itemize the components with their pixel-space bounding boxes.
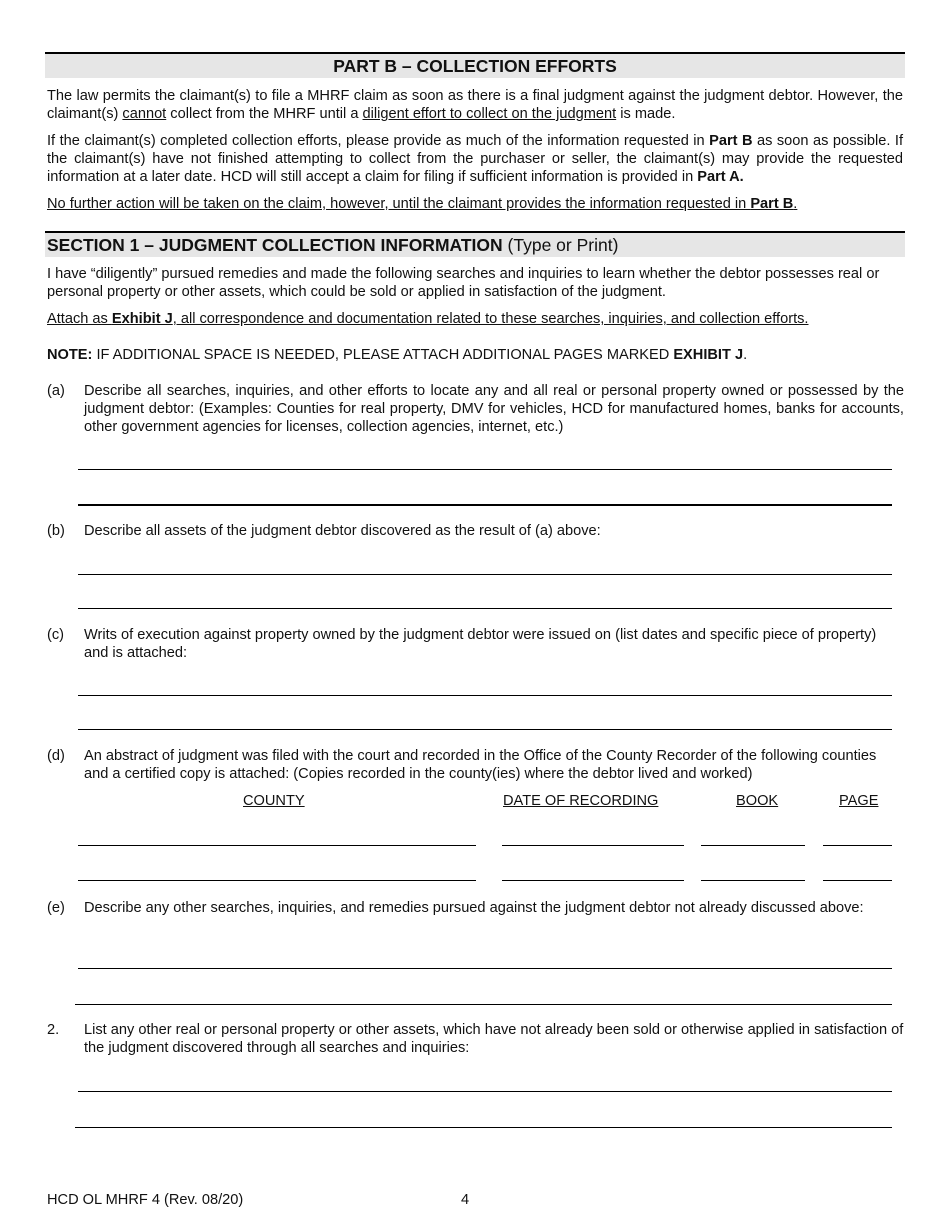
item-e-label: (e) <box>47 900 65 916</box>
section-1-subtitle: (Type or Print) <box>502 235 619 255</box>
part-b-paragraph-3 <box>47 195 903 213</box>
text-fragment: Attach as <box>47 311 112 327</box>
table-d-book-field-1[interactable] <box>701 845 805 846</box>
item-b-answer-line-2[interactable] <box>78 608 892 609</box>
item-2-label: 2. <box>47 1022 60 1038</box>
item-a-answer-line-1[interactable] <box>78 469 892 470</box>
table-d-date-header: DATE OF RECORDING <box>503 793 659 809</box>
item-e-answer-line-1[interactable] <box>78 968 892 969</box>
footer-page-number: 4 <box>461 1192 470 1208</box>
text-fragment: If the claimant(s) completed collection efforts, please provide as much of the information requested in <box>47 133 710 149</box>
item-e-text: Describe any other searches, inquiries, and remedies pursued against the judgment debtor not already discussed above: <box>84 900 864 916</box>
item-a-text: Describe all searches, inquiries, and other efforts to locate any and all real or personal property owned or possessed by the judgment debtor: (Examples: Counties for real property, DMV for vehicles, HCD for manufactured homes, banks for accounts, other government agencies for licenses, collection agencies, internet, etc.) <box>84 383 904 435</box>
part-b-title: PART B – COLLECTION EFFORTS <box>333 56 617 76</box>
section-1-title-wrap <box>45 233 905 259</box>
text-fragment: . <box>793 196 798 212</box>
text-fragment: . <box>743 347 748 363</box>
text-part-b-ref: Part B <box>709 133 753 149</box>
section-1-note <box>47 346 903 364</box>
table-d-county-header: COUNTY <box>243 793 305 809</box>
text-fragment: The law permits the claimant(s) to file a MHRF claim as soon as there is a final judgment against the judgment debtor. However, the claimant(s) <box>47 88 903 122</box>
item-e-answer-line-2[interactable] <box>75 1004 892 1005</box>
text-fragment: is made. <box>616 106 676 122</box>
table-d-book-header: BOOK <box>736 793 779 809</box>
note-text: IF ADDITIONAL SPACE IS NEEDED, PLEASE ATTACH ADDITIONAL PAGES MARKED <box>92 347 674 363</box>
note-label: NOTE: <box>47 347 93 363</box>
table-d-county-field-1[interactable] <box>78 845 476 846</box>
table-d-county-field-2[interactable] <box>78 880 476 881</box>
item-a-answer-line-2[interactable] <box>78 504 892 506</box>
item-b-text: Describe all assets of the judgment debtor discovered as the result of (a) above: <box>84 523 601 539</box>
item-c-answer-line-1[interactable] <box>78 695 892 696</box>
section-1-intro: I have “diligently” pursued remedies and made the following searches and inquiries to learn whether the debtor possesses real or personal property or other assets, which could be sold or applied in satisfaction of the judgment. <box>47 266 880 300</box>
table-d-date-field-1[interactable] <box>502 845 684 846</box>
item-c-label: (c) <box>47 627 65 643</box>
item-2-text: List any other real or personal property or other assets, which have not already been sold or otherwise applied in satisfaction of the judgment discovered through all searches and inquiries: <box>84 1022 904 1056</box>
text-fragment: as soon as possible. If the claimant(s) have not finished attempting to collect from the purchaser or seller, the claimant(s) may provide the requested information at a later date. HCD will still accept a claim for filing if sufficient information is provided in <box>47 133 904 185</box>
table-d-page-field-1[interactable] <box>823 845 892 846</box>
item-b-label: (b) <box>47 523 65 539</box>
text-diligent-effort: diligent effort to collect on the judgment <box>362 106 617 122</box>
item-d-label: (d) <box>47 748 65 764</box>
table-d-page-field-2[interactable] <box>823 880 892 881</box>
item-d-text: An abstract of judgment was filed with the court and recorded in the Office of the County Recorder of the following counties and a certified copy is attached: (Copies recorded in the county(ies) where the debtor lived and worked) <box>84 748 877 782</box>
part-b-paragraph-2 <box>47 132 903 186</box>
table-d-page-header: PAGE <box>839 793 879 809</box>
footer-form-id: HCD OL MHRF 4 (Rev. 08/20) <box>47 1192 244 1208</box>
text-fragment: No further action will be taken on the claim, however, until the claimant provides the information requested in <box>47 196 751 212</box>
table-d-date-field-2[interactable] <box>502 880 684 881</box>
part-b-header <box>45 52 905 78</box>
item-2-answer-line-2[interactable] <box>75 1127 892 1128</box>
text-part-b-ref: Part B <box>750 196 794 212</box>
item-2-answer-line-1[interactable] <box>78 1091 892 1092</box>
text-part-a-ref: Part A. <box>697 169 744 185</box>
table-d-book-field-2[interactable] <box>701 880 805 881</box>
text-cannot: cannot <box>122 106 167 122</box>
item-b-answer-line-1[interactable] <box>78 574 892 575</box>
section-1-header <box>45 231 905 257</box>
text-fragment: collect from the MHRF until a <box>166 106 363 122</box>
text-fragment: , all correspondence and documentation related to these searches, inquiries, and collection efforts. <box>172 311 809 327</box>
item-c-text: Writs of execution against property owned by the judgment debtor were issued on (list dates and specific piece of property) and is attached: <box>84 627 877 661</box>
item-a-label: (a) <box>47 383 65 399</box>
note-exhibit: EXHIBIT J <box>673 347 744 363</box>
item-c-answer-line-2[interactable] <box>78 729 892 730</box>
part-b-paragraph-1 <box>47 87 903 123</box>
text-exhibit-j: Exhibit J <box>111 311 173 327</box>
section-1-attach-note <box>47 310 903 328</box>
section-1-title: SECTION 1 – JUDGMENT COLLECTION INFORMATION <box>47 235 503 255</box>
